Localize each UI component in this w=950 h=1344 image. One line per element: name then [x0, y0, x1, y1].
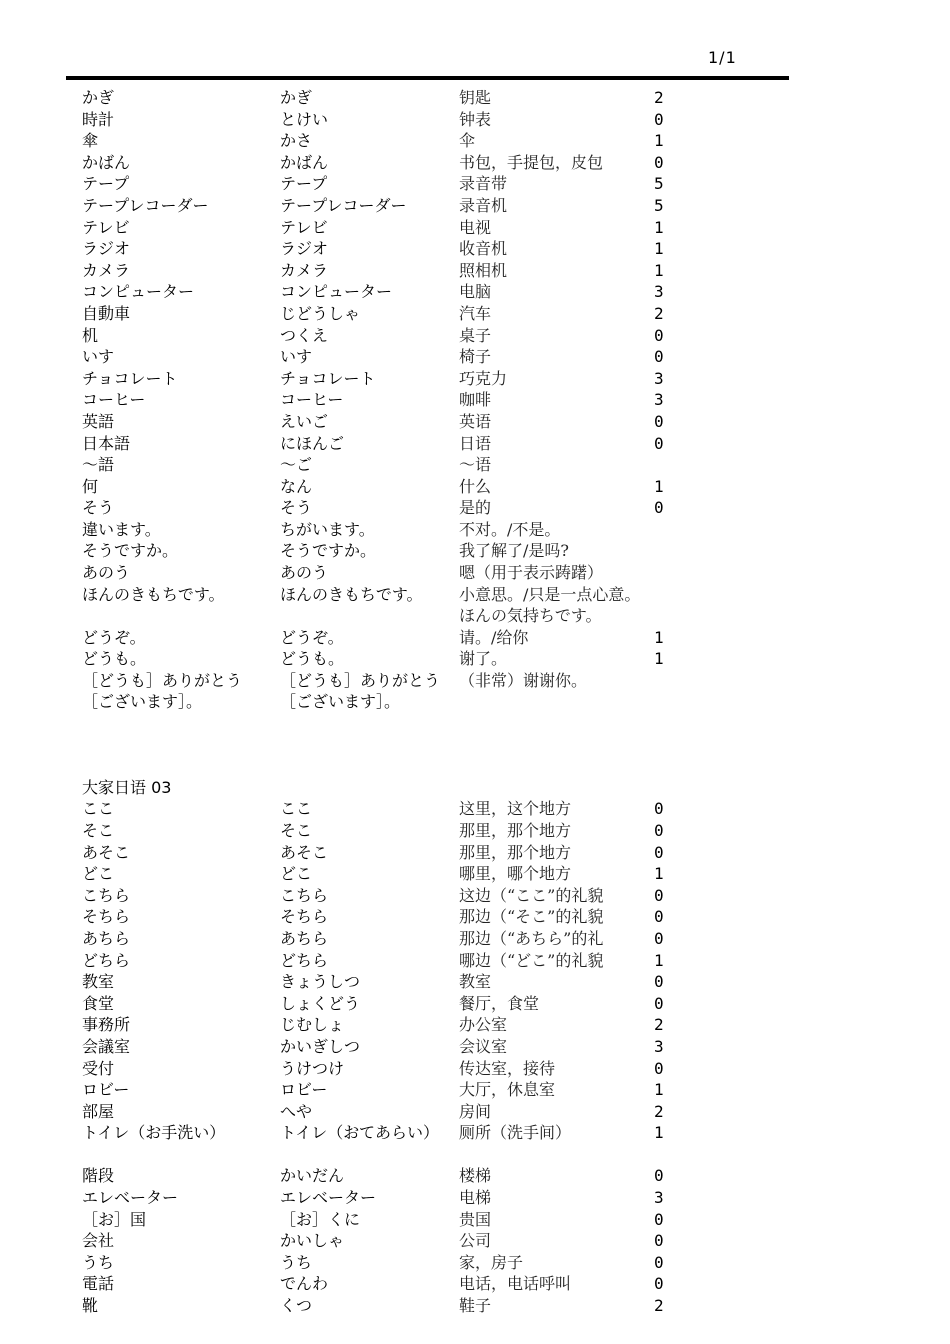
kana-reading: うけつけ: [280, 1058, 345, 1078]
spacer-row: [0, 713, 950, 777]
chinese-meaning: 椅子: [459, 347, 492, 367]
kana-reading: どちら: [280, 950, 329, 970]
kana-reading: あのう: [280, 563, 329, 583]
chinese-meaning: 那边（“あちら”的礼: [459, 929, 604, 948]
vocab-row: [0, 1079, 950, 1101]
accent-number: 0: [654, 347, 664, 367]
kana-reading: かいぎしつ: [280, 1036, 361, 1056]
chinese-meaning: 不对。/不是。: [459, 519, 561, 539]
accent-number: 5: [654, 174, 664, 194]
vocab-row: [0, 217, 950, 239]
kana-reading: こちら: [280, 885, 329, 905]
accent-number: 3: [654, 390, 664, 410]
vocab-row: [0, 906, 950, 928]
japanese-word: どうも。: [82, 649, 147, 669]
vocab-row: [0, 842, 950, 864]
accent-number: 2: [654, 1101, 664, 1121]
kana-reading: テープ: [280, 174, 328, 194]
chinese-meaning: 咖啡: [459, 390, 492, 410]
kana-reading: ［どうも］ありがとう［ございます］。: [280, 670, 441, 712]
vocab-row: [0, 863, 950, 885]
kana-reading: テープレコーダー: [280, 195, 407, 215]
chinese-meaning: 请。/给你: [459, 627, 529, 647]
accent-number: 0: [654, 842, 664, 862]
chinese-meaning: 餐厅，食堂: [459, 993, 540, 1013]
accent-number: 0: [654, 972, 664, 992]
vocab-row: [0, 1014, 950, 1036]
japanese-word: そうですか。: [82, 541, 179, 561]
vocab-row: [0, 1165, 950, 1187]
accent-number: 0: [654, 929, 664, 948]
vocab-row: [0, 648, 950, 670]
kana-reading: ロビー: [280, 1080, 328, 1100]
kana-reading: あちら: [280, 929, 329, 948]
chinese-meaning: 书包，手提包，皮包: [459, 152, 604, 172]
japanese-word: あのう: [82, 563, 131, 583]
kana-reading: しょくどう: [280, 993, 361, 1013]
vocab-row: [0, 798, 950, 820]
chinese-meaning: 录音带: [459, 174, 508, 194]
vocab-row: [0, 627, 950, 649]
chinese-meaning: 电视: [459, 217, 492, 237]
japanese-word: 何: [82, 476, 99, 496]
accent-number: 0: [654, 411, 664, 431]
japanese-word: エレベーター: [82, 1187, 179, 1207]
japanese-word: 英語: [82, 411, 115, 431]
chinese-meaning: 家，房子: [459, 1252, 524, 1272]
accent-number: 2: [654, 303, 664, 323]
page-number: 1/1: [708, 48, 737, 67]
kana-reading: どこ: [280, 864, 313, 884]
accent-number: 3: [654, 1187, 664, 1207]
vocab-row: [0, 130, 950, 152]
japanese-word: 教室: [82, 972, 115, 992]
accent-number: 0: [654, 1058, 664, 1078]
vocab-row: [0, 281, 950, 303]
accent-number: 2: [654, 1295, 664, 1315]
chinese-meaning: 那里，那个地方: [459, 842, 572, 862]
vocab-row: [0, 368, 950, 390]
accent-number: 0: [654, 907, 664, 927]
japanese-word: 靴: [82, 1295, 99, 1315]
lesson-title: 大家日语 03: [82, 777, 172, 797]
kana-reading: でんわ: [280, 1274, 329, 1294]
chinese-meaning: 房间: [459, 1101, 492, 1121]
chinese-meaning: 录音机: [459, 195, 508, 215]
kana-reading: そうですか。: [280, 541, 377, 561]
vocab-row: [0, 303, 950, 325]
vocab-row: [0, 1252, 950, 1274]
chinese-meaning: 办公室: [459, 1015, 508, 1035]
vocab-row: [0, 950, 950, 972]
japanese-word: 電話: [82, 1274, 115, 1294]
accent-number: 0: [654, 1231, 664, 1251]
chinese-meaning: 那里，那个地方: [459, 821, 572, 841]
vocab-row: [0, 971, 950, 993]
kana-reading: へや: [280, 1101, 313, 1121]
section-heading-row: [0, 777, 950, 799]
japanese-word: あちら: [82, 929, 131, 948]
chinese-meaning: 公司: [459, 1231, 492, 1251]
chinese-meaning: 电梯: [459, 1187, 492, 1207]
vocab-row: [0, 389, 950, 411]
accent-number: 0: [654, 109, 664, 129]
kana-reading: ほんのきもちです。: [280, 584, 423, 604]
kana-reading: くつ: [280, 1295, 313, 1315]
accent-number: 0: [654, 799, 664, 819]
japanese-word: こちら: [82, 885, 131, 905]
japanese-word: どちら: [82, 950, 131, 970]
kana-reading: あそこ: [280, 842, 329, 862]
kana-reading: えいご: [280, 411, 329, 431]
chinese-meaning: 哪里，哪个地方: [459, 864, 572, 884]
vocab-row: [0, 993, 950, 1015]
accent-number: 0: [654, 821, 664, 841]
kana-reading: にほんご: [280, 433, 345, 453]
chinese-meaning: 教室: [459, 972, 492, 992]
japanese-word: ［どうも］ありがとう［ございます］。: [82, 670, 243, 712]
japanese-word: テープレコーダー: [82, 195, 209, 215]
accent-number: 5: [654, 195, 664, 215]
kana-reading: つくえ: [280, 325, 329, 345]
kana-reading: エレベーター: [280, 1187, 377, 1207]
japanese-word: テープ: [82, 174, 130, 194]
kana-reading: かいだん: [280, 1166, 345, 1186]
chinese-meaning: 贵国: [459, 1209, 492, 1229]
chinese-meaning: 桌子: [459, 325, 492, 345]
accent-number: 1: [654, 627, 664, 647]
japanese-word: ［お］国: [82, 1209, 147, 1229]
chinese-meaning: 电脑: [459, 282, 492, 302]
vocab-row: [0, 173, 950, 195]
japanese-word: あそこ: [82, 842, 131, 862]
chinese-meaning: 日语: [459, 433, 492, 453]
chinese-meaning: 这里，这个地方: [459, 799, 572, 819]
chinese-meaning: 谢了。: [459, 649, 508, 669]
chinese-meaning: 电话，电话呼叫: [459, 1274, 572, 1294]
kana-reading: そう: [280, 498, 313, 518]
accent-number: 1: [654, 239, 664, 259]
accent-number: 0: [654, 325, 664, 345]
vocab-row: [0, 195, 950, 217]
vocab-row: [0, 1101, 950, 1123]
chinese-meaning: 会议室: [459, 1036, 508, 1056]
chinese-meaning: 是的: [459, 498, 492, 518]
kana-reading: いす: [280, 347, 313, 367]
accent-number: 0: [654, 993, 664, 1013]
vocab-row: [0, 1273, 950, 1295]
kana-reading: じむしょ: [280, 1015, 345, 1035]
kana-reading: ちがいます。: [280, 519, 375, 539]
chinese-meaning: 伞: [459, 131, 476, 151]
japanese-word: どこ: [82, 864, 115, 884]
vocab-row: [0, 519, 950, 541]
accent-number: 1: [654, 864, 664, 884]
japanese-word: コーヒー: [82, 390, 146, 410]
kana-reading: ラジオ: [280, 239, 329, 259]
chinese-meaning: 汽车: [459, 303, 492, 323]
kana-reading: かさ: [280, 131, 313, 151]
accent-number: 1: [654, 649, 664, 669]
accent-number: 0: [654, 885, 664, 905]
japanese-word: ほんのきもちです。: [82, 584, 225, 604]
vocab-row: [0, 454, 950, 476]
kana-reading: ここ: [280, 799, 313, 819]
kana-reading: トイレ（おてあらい）: [280, 1123, 440, 1143]
japanese-word: 階段: [82, 1166, 115, 1186]
japanese-word: 事務所: [82, 1015, 131, 1035]
kana-reading: とけい: [280, 109, 329, 129]
accent-number: 1: [654, 950, 664, 970]
japanese-word: テレビ: [82, 217, 130, 237]
chinese-meaning: 嗯（用于表示踌躇）: [459, 563, 604, 583]
chinese-meaning: 我了解了/是吗?: [459, 541, 569, 561]
japanese-word: 部屋: [82, 1101, 115, 1121]
vocab-row: [0, 885, 950, 907]
japanese-word: いす: [82, 347, 115, 367]
accent-number: 1: [654, 1123, 664, 1143]
vocab-row: [0, 1036, 950, 1058]
japanese-word: コンピューター: [82, 282, 195, 302]
japanese-word: 傘: [82, 131, 99, 151]
japanese-word: チョコレート: [82, 368, 178, 388]
vocab-row: [0, 820, 950, 842]
japanese-word: 時計: [82, 109, 115, 129]
vocab-row: [0, 562, 950, 584]
accent-number: 0: [654, 1252, 664, 1272]
accent-number: 1: [654, 131, 664, 151]
kana-reading: カメラ: [280, 260, 329, 280]
vocabulary-table: [0, 87, 950, 1317]
chinese-meaning: 大厅，休息室: [459, 1080, 556, 1100]
kana-reading: かいしゃ: [280, 1231, 345, 1251]
vocab-row: [0, 476, 950, 498]
japanese-word: 日本語: [82, 433, 131, 453]
accent-number: 3: [654, 282, 664, 302]
chinese-meaning: 钥匙: [459, 88, 492, 107]
japanese-word: 自動車: [82, 303, 131, 323]
chinese-meaning: 那边（“そこ”的礼貌: [459, 907, 604, 927]
japanese-word: かばん: [82, 152, 131, 172]
vocab-row: [0, 584, 950, 627]
accent-number: 0: [654, 1274, 664, 1294]
chinese-meaning: 这边（“ここ”的礼貌: [459, 885, 604, 905]
kana-reading: ［お］くに: [280, 1209, 361, 1229]
japanese-word: そこ: [82, 821, 115, 841]
accent-number: 0: [654, 433, 664, 453]
kana-reading: なん: [280, 476, 313, 496]
kana-reading: コンピューター: [280, 282, 393, 302]
vocab-row: [0, 1230, 950, 1252]
vocab-row: [0, 670, 950, 713]
header-rule: [66, 76, 789, 80]
chinese-meaning: 巧克力: [459, 368, 508, 388]
chinese-meaning: 鞋子: [459, 1295, 492, 1315]
kana-reading: コーヒー: [280, 390, 344, 410]
chinese-meaning: （非常）谢谢你。: [459, 670, 588, 690]
japanese-word: どうぞ。: [82, 627, 146, 647]
chinese-meaning: 哪边（“どこ”的礼貌: [459, 950, 604, 970]
japanese-word: ロビー: [82, 1080, 130, 1100]
chinese-meaning: 英语: [459, 411, 492, 431]
kana-reading: テレビ: [280, 217, 328, 237]
vocab-row: [0, 1209, 950, 1231]
accent-number: 0: [654, 498, 664, 518]
accent-number: 3: [654, 1036, 664, 1056]
japanese-word: 会社: [82, 1231, 115, 1251]
vocab-row: [0, 411, 950, 433]
vocab-row: [0, 260, 950, 282]
accent-number: 0: [654, 152, 664, 172]
japanese-word: 会議室: [82, 1036, 131, 1056]
vocab-row: [0, 1187, 950, 1209]
kana-reading: どうも。: [280, 649, 345, 669]
kana-reading: きょうしつ: [280, 972, 361, 992]
japanese-word: うち: [82, 1252, 115, 1272]
kana-reading: うち: [280, 1252, 313, 1272]
kana-reading: ～ご: [280, 455, 313, 475]
chinese-meaning: 什么: [459, 476, 492, 496]
accent-number: 1: [654, 476, 664, 496]
vocab-row: [0, 497, 950, 519]
japanese-word: 机: [82, 325, 99, 345]
japanese-word: 違います。: [82, 519, 161, 539]
japanese-word: トイレ（お手洗い）: [82, 1123, 226, 1143]
chinese-meaning: 楼梯: [459, 1166, 492, 1186]
vocab-row: [0, 109, 950, 131]
vocab-row: [0, 928, 950, 950]
vocab-row: [0, 1295, 950, 1317]
vocab-row: [0, 1122, 950, 1165]
accent-number: 2: [654, 1015, 664, 1035]
japanese-word: ラジオ: [82, 239, 131, 259]
chinese-meaning: 传达室，接待: [459, 1058, 556, 1078]
chinese-meaning: 收音机: [459, 239, 508, 259]
accent-number: 1: [654, 217, 664, 237]
accent-number: 1: [654, 1080, 664, 1100]
vocab-row: [0, 238, 950, 260]
vocab-row: [0, 346, 950, 368]
vocab-row: [0, 433, 950, 455]
japanese-word: ここ: [82, 799, 115, 819]
accent-number: 2: [654, 88, 664, 107]
japanese-word: ～語: [82, 455, 115, 475]
vocab-row: [0, 325, 950, 347]
vocab-row: [0, 152, 950, 174]
vocab-row: [0, 87, 950, 109]
japanese-word: かぎ: [82, 88, 115, 107]
vocab-row: [0, 1058, 950, 1080]
accent-number: 0: [654, 1166, 664, 1186]
kana-reading: かばん: [280, 152, 329, 172]
accent-number: 1: [654, 260, 664, 280]
accent-number: 0: [654, 1209, 664, 1229]
japanese-word: そう: [82, 498, 115, 518]
japanese-word: そちら: [82, 907, 131, 927]
kana-reading: そこ: [280, 821, 313, 841]
japanese-word: 食堂: [82, 993, 115, 1013]
chinese-meaning: 照相机: [459, 260, 508, 280]
chinese-meaning: 钟表: [459, 109, 492, 129]
kana-reading: どうぞ。: [280, 627, 344, 647]
accent-number: 3: [654, 368, 664, 388]
japanese-word: 受付: [82, 1058, 115, 1078]
kana-reading: チョコレート: [280, 368, 376, 388]
kana-reading: かぎ: [280, 88, 313, 107]
chinese-meaning: ～语: [459, 455, 492, 475]
chinese-meaning: 小意思。/只是一点心意。ほんの気持ちです。: [459, 584, 641, 626]
vocab-row: [0, 540, 950, 562]
chinese-meaning: 厕所（洗手间）: [459, 1123, 572, 1143]
kana-reading: そちら: [280, 907, 329, 927]
japanese-word: カメラ: [82, 260, 131, 280]
kana-reading: じどうしゃ: [280, 303, 361, 323]
